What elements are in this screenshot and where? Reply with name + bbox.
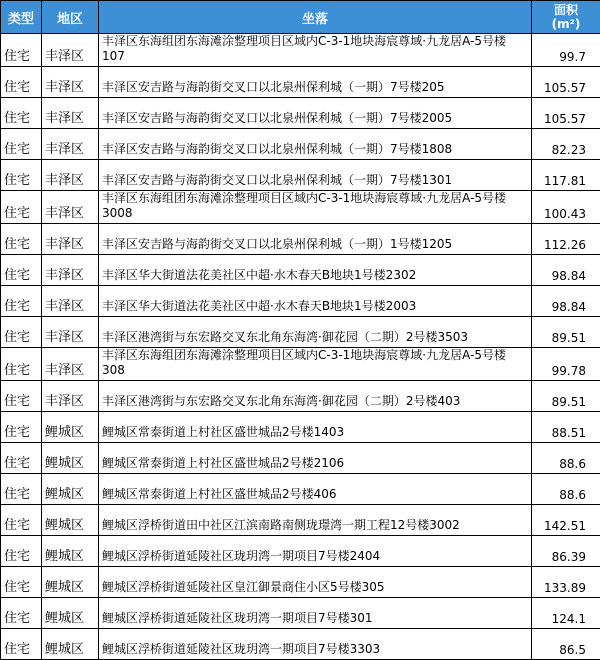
table-row: [1, 67, 600, 98]
type-cell: 住宅: [1, 160, 42, 191]
type-cell: 住宅: [1, 567, 42, 598]
district-cell: 丰泽区: [42, 381, 99, 412]
location-cell: 鲤城区浮桥街道延陵社区珑玥湾一期项目7号楼301: [99, 598, 532, 629]
area-cell: 105.57: [532, 67, 600, 98]
area-cell: 99.7: [532, 34, 600, 67]
table-row: [1, 255, 600, 286]
location-cell: 丰泽区安吉路与海韵街交叉口以北泉州保利城（一期）7号楼205: [99, 67, 532, 98]
area-cell: 89.51: [532, 317, 600, 348]
type-cell: 住宅: [1, 598, 42, 629]
location-cell: 鲤城区浮桥街道延陵社区皇江御景商住小区5号楼305: [99, 567, 532, 598]
area-cell: 88.6: [532, 443, 600, 474]
type-cell: 住宅: [1, 129, 42, 160]
district-cell: 丰泽区: [42, 317, 99, 348]
district-cell: 鲤城区: [42, 629, 99, 660]
header-area-label: 面积: [553, 3, 578, 17]
type-cell: 住宅: [1, 443, 42, 474]
header-location: 坐落: [99, 1, 532, 34]
area-cell: 98.84: [532, 255, 600, 286]
table-row: [1, 536, 600, 567]
table-row: [1, 381, 600, 412]
type-cell: 住宅: [1, 348, 42, 381]
table-row: [1, 629, 600, 660]
location-cell: 丰泽区东海组团东海滩涂整理项目区域内C-3-1地块海宸尊域·九龙居A-5号楼107: [99, 34, 532, 67]
area-cell: 133.89: [532, 567, 600, 598]
type-cell: 住宅: [1, 317, 42, 348]
type-cell: 住宅: [1, 629, 42, 660]
area-cell: 105.57: [532, 98, 600, 129]
district-cell: 丰泽区: [42, 286, 99, 317]
district-cell: 鲤城区: [42, 412, 99, 443]
location-cell: 鲤城区常泰街道上村社区盛世城品2号楼1403: [99, 412, 532, 443]
area-cell: 100.43: [532, 191, 600, 224]
location-cell: 丰泽区港湾街与东宏路交叉东北角东海湾·御花园（二期）2号楼3503: [99, 317, 532, 348]
area-cell: 88.51: [532, 412, 600, 443]
type-cell: 住宅: [1, 224, 42, 255]
location-cell: 鲤城区常泰街道上村社区盛世城品2号楼2106: [99, 443, 532, 474]
location-cell: 丰泽区华大街道法花美社区中超·水木春天B地块1号楼2302: [99, 255, 532, 286]
type-cell: 住宅: [1, 505, 42, 536]
district-cell: 丰泽区: [42, 191, 99, 224]
location-cell: 丰泽区华大街道法花美社区中超·水木春天B地块1号楼2003: [99, 286, 532, 317]
area-cell: 86.5: [532, 629, 600, 660]
area-cell: 142.51: [532, 505, 600, 536]
header-area-unit: (m²): [551, 17, 581, 31]
district-cell: 丰泽区: [42, 98, 99, 129]
table-body: [1, 34, 600, 660]
district-cell: 丰泽区: [42, 67, 99, 98]
table-row: [1, 286, 600, 317]
location-cell: 丰泽区安吉路与海韵街交叉口以北泉州保利城（一期）7号楼1808: [99, 129, 532, 160]
area-cell: 86.39: [532, 536, 600, 567]
area-cell: 88.6: [532, 474, 600, 505]
table-row: [1, 129, 600, 160]
area-cell: 117.81: [532, 160, 600, 191]
type-cell: 住宅: [1, 255, 42, 286]
header-district: 地区: [42, 1, 99, 34]
location-cell: 丰泽区安吉路与海韵街交叉口以北泉州保利城（一期）7号楼2005: [99, 98, 532, 129]
district-cell: 丰泽区: [42, 129, 99, 160]
area-cell: 98.84: [532, 286, 600, 317]
location-cell: 鲤城区浮桥街道田中社区江滨南路南侧珑璟湾一期工程12号楼3002: [99, 505, 532, 536]
table-row: [1, 412, 600, 443]
header-row: [1, 1, 600, 34]
table-row: [1, 505, 600, 536]
district-cell: 鲤城区: [42, 505, 99, 536]
header-area: [532, 1, 600, 34]
type-cell: 住宅: [1, 286, 42, 317]
table-row: [1, 160, 600, 191]
area-cell: 82.23: [532, 129, 600, 160]
location-cell: 丰泽区安吉路与海韵街交叉口以北泉州保利城（一期）1号楼1205: [99, 224, 532, 255]
location-cell: 鲤城区浮桥街道延陵社区珑玥湾一期项目7号楼2404: [99, 536, 532, 567]
type-cell: 住宅: [1, 191, 42, 224]
table-row: [1, 598, 600, 629]
type-cell: 住宅: [1, 67, 42, 98]
table-row: [1, 224, 600, 255]
location-cell: 鲤城区常泰街道上村社区盛世城品2号楼406: [99, 474, 532, 505]
location-cell: 丰泽区安吉路与海韵街交叉口以北泉州保利城（一期）7号楼1301: [99, 160, 532, 191]
district-cell: 丰泽区: [42, 34, 99, 67]
district-cell: 丰泽区: [42, 255, 99, 286]
table-row: [1, 317, 600, 348]
table-row: [1, 443, 600, 474]
table-row: [1, 567, 600, 598]
type-cell: 住宅: [1, 536, 42, 567]
area-cell: 112.26: [532, 224, 600, 255]
type-cell: 住宅: [1, 412, 42, 443]
district-cell: 丰泽区: [42, 160, 99, 191]
location-cell: 鲤城区浮桥街道延陵社区珑玥湾一期项目7号楼3303: [99, 629, 532, 660]
header-type: 类型: [1, 1, 42, 34]
type-cell: 住宅: [1, 34, 42, 67]
type-cell: 住宅: [1, 98, 42, 129]
location-cell: 丰泽区东海组团东海滩涂整理项目区域内C-3-1地块海宸尊域·九龙居A-5号楼308: [99, 348, 532, 381]
area-cell: 124.1: [532, 598, 600, 629]
area-cell: 89.51: [532, 381, 600, 412]
district-cell: 丰泽区: [42, 224, 99, 255]
table-row: [1, 34, 600, 67]
area-cell: 99.78: [532, 348, 600, 381]
type-cell: 住宅: [1, 381, 42, 412]
table-row: [1, 98, 600, 129]
table-row: [1, 474, 600, 505]
location-cell: 丰泽区东海组团东海滩涂整理项目区域内C-3-1地块海宸尊域·九龙居A-5号楼3008: [99, 191, 532, 224]
table-row: [1, 348, 600, 381]
district-cell: 鲤城区: [42, 598, 99, 629]
type-cell: 住宅: [1, 474, 42, 505]
table-row: [1, 191, 600, 224]
district-cell: 鲤城区: [42, 443, 99, 474]
district-cell: 丰泽区: [42, 348, 99, 381]
district-cell: 鲤城区: [42, 474, 99, 505]
district-cell: 鲤城区: [42, 567, 99, 598]
location-cell: 丰泽区港湾街与东宏路交叉东北角东海湾·御花园（二期）2号楼403: [99, 381, 532, 412]
district-cell: 鲤城区: [42, 536, 99, 567]
